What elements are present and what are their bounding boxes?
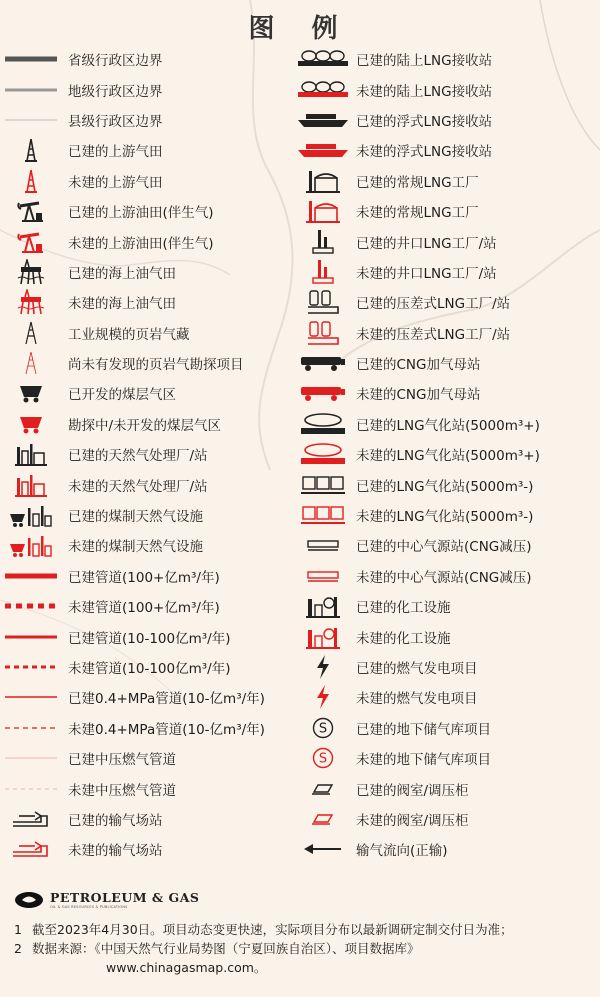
legend-item [292, 682, 592, 712]
planned-valve-chamber-icon [292, 806, 354, 832]
legend-item [292, 318, 592, 348]
legend [0, 44, 600, 864]
legend-item [292, 105, 592, 135]
svg-text:S: S [318, 751, 328, 767]
legend-label: 已建的燃气发电项目 [356, 661, 478, 677]
planned-pipeline-10-100-icon [0, 654, 62, 680]
legend-label: 未建的地下储气库项目 [356, 752, 491, 769]
legend-item [292, 196, 592, 226]
legend-item [0, 409, 292, 439]
built-transmission-station-icon [0, 806, 62, 832]
built-medium-pressure-pipeline-icon [0, 745, 62, 771]
legend-item [292, 834, 592, 864]
legend-label: 已建的海上油气田 [68, 265, 176, 282]
legend-label: 未建的海上油气田 [68, 296, 176, 313]
legend-label: 已建的陆上LNG接收站 [356, 53, 493, 70]
legend-item [0, 834, 292, 864]
legend-item [0, 196, 292, 226]
legend-label: 已建的输气场站 [68, 812, 163, 829]
legend-label: 已开发的煤层气区 [68, 387, 176, 404]
flow-direction-arrow-icon [292, 836, 354, 862]
legend-item [0, 226, 292, 256]
legend-item [0, 682, 292, 712]
planned-offshore-field-icon [0, 289, 62, 315]
legend-item [292, 348, 592, 378]
legend-label: 未建的陆上LNG接收站 [356, 83, 493, 100]
legend-label: 未建的井口LNG工厂/站 [356, 265, 497, 282]
legend-item [292, 804, 592, 834]
legend-item [292, 591, 592, 621]
legend-label: 已建的天然气处理厂/站 [68, 448, 208, 465]
footnote-2: 2 数据来源：《中国天然气行业局势图（宁夏回族自治区）、项目数据库》 [14, 941, 420, 956]
planned-pipeline-04mpa-icon [0, 715, 62, 741]
province-border-line-icon [0, 46, 62, 72]
legend-item [0, 804, 292, 834]
legend-label: 已建的上游气田 [68, 144, 163, 161]
planned-gas-processing-plant-icon [0, 472, 62, 498]
legend-label: 已建的地下储气库项目 [356, 721, 491, 738]
legend-item [0, 135, 292, 165]
legend-item [292, 378, 592, 408]
legend-item [292, 530, 592, 560]
built-lng-plant-icon [292, 168, 354, 194]
county-border-line-icon [0, 107, 62, 133]
legend-label: 未建管道(100+亿m³/年) [68, 600, 220, 617]
planned-lng-large-gasification-icon [292, 441, 354, 467]
planned-onshore-lng-terminal-icon [292, 77, 354, 103]
legend-label: 已建的井口LNG工厂/站 [356, 235, 497, 252]
legend-label: 已建的中心气源站(CNG减压) [356, 539, 532, 556]
legend-item [292, 621, 592, 651]
legend-item [0, 287, 292, 317]
publisher-logo [14, 890, 199, 909]
planned-transmission-station-icon [0, 836, 62, 862]
legend-label: 已建的浮式LNG接收站 [356, 113, 493, 130]
drop-logo-icon [14, 891, 44, 909]
legend-label: 未建管道(10-100亿m³/年) [68, 661, 231, 677]
legend-item [0, 621, 292, 651]
legend-item [0, 257, 292, 287]
built-pressure-diff-lng-icon [292, 289, 354, 315]
legend-item [0, 318, 292, 348]
planned-cng-mother-station-icon [292, 380, 354, 406]
legend-item [292, 561, 592, 591]
legend-item [0, 773, 292, 803]
logo-subtitle: OIL & GAS RESOURCES & PUBLICATIONS [50, 905, 128, 909]
legend-label: 未建的压差式LNG工厂/站 [356, 326, 511, 343]
planned-coalbed-methane-icon [0, 411, 62, 437]
legend-item [0, 166, 292, 196]
legend-label: 未建的CNG加气母站 [356, 387, 481, 404]
legend-item [292, 74, 592, 104]
legend-label: 未建的阀室/调压柜 [356, 812, 469, 829]
legend-label: 勘探中/未开发的煤层气区 [68, 417, 222, 434]
planned-lng-plant-icon [292, 198, 354, 224]
built-gas-processing-plant-icon [0, 441, 62, 467]
legend-item [0, 105, 292, 135]
built-coal-to-gas-icon [0, 502, 62, 528]
legend-label: 未建的上游油田(伴生气) [68, 235, 214, 252]
built-lng-large-gasification-icon [292, 411, 354, 437]
legend-item [292, 409, 592, 439]
legend-label: 未建的化工设施 [356, 630, 451, 647]
built-pipeline-04mpa-icon [0, 684, 62, 710]
planned-lng-small-gasification-icon [292, 502, 354, 528]
planned-pipeline-100-icon [0, 593, 62, 619]
legend-label: 未建的天然气处理厂/站 [68, 478, 208, 495]
built-city-gate-icon [292, 532, 354, 558]
planned-city-gate-icon [292, 563, 354, 589]
legend-item [292, 166, 592, 196]
legend-item [292, 226, 592, 256]
legend-item [0, 74, 292, 104]
legend-item [292, 500, 592, 530]
legend-item [292, 713, 592, 743]
legend-item [292, 439, 592, 469]
planned-pressure-diff-lng-icon [292, 320, 354, 346]
legend-item [0, 713, 292, 743]
svg-text:S: S [318, 721, 328, 737]
legend-label: 地级行政区边界 [68, 83, 163, 100]
legend-label: 已建中压燃气管道 [68, 752, 176, 769]
legend-label: 尚未有发现的页岩气勘探项目 [68, 357, 244, 374]
built-floating-lng-terminal-icon [292, 107, 354, 133]
legend-label: 未建的输气场站 [68, 843, 163, 860]
legend-label: 已建的CNG加气母站 [356, 357, 481, 374]
planned-gas-field-icon [0, 168, 62, 194]
legend-label: 已建的LNG气化站(5000m³-) [356, 478, 534, 495]
legend-label: 输气流向(正输) [356, 843, 448, 860]
legend-item [0, 348, 292, 378]
planned-underground-storage-icon [292, 745, 354, 771]
footnotes [14, 920, 513, 977]
legend-item [0, 652, 292, 682]
legend-label: 已建的压差式LNG工厂/站 [356, 296, 511, 313]
built-pipeline-100-icon [0, 563, 62, 589]
legend-item [292, 135, 592, 165]
legend-label: 已建0.4+MPa管道(10-亿m³/年) [68, 691, 265, 708]
legend-label: 已建的LNG气化站(5000m³+) [356, 417, 540, 434]
built-gas-field-icon [0, 137, 62, 163]
legend-item [292, 287, 592, 317]
legend-item [0, 44, 292, 74]
legend-label: 未建的燃气发电项目 [356, 691, 478, 708]
legend-label: 已建的阀室/调压柜 [356, 782, 469, 799]
legend-label: 已建的化工设施 [356, 600, 451, 617]
built-chemical-plant-icon [292, 593, 354, 619]
legend-label: 已建管道(10-100亿m³/年) [68, 630, 231, 647]
legend-item [292, 743, 592, 773]
legend-item [0, 439, 292, 469]
shale-gas-reserve-icon [0, 320, 62, 346]
built-onshore-lng-terminal-icon [292, 46, 354, 72]
region-border-line-icon [0, 77, 62, 103]
footnote-1: 1 截至2023年4月30日。项目动态变更快速，实际项目分布以最新调研定制交付日为准； [14, 922, 513, 937]
legend-item [0, 561, 292, 591]
legend-label: 已建的上游油田(伴生气) [68, 205, 214, 222]
footnote-website: www.chinagasmap.com。 [106, 960, 267, 975]
legend-label: 县级行政区边界 [68, 113, 163, 130]
legend-item [0, 591, 292, 621]
planned-wellhead-lng-icon [292, 259, 354, 285]
legend-item [292, 652, 592, 682]
planned-chemical-plant-icon [292, 624, 354, 650]
legend-item [0, 500, 292, 530]
built-coalbed-methane-icon [0, 380, 62, 406]
built-gas-power-icon [292, 654, 354, 680]
built-valve-chamber-icon [292, 776, 354, 802]
legend-label: 未建的煤制天然气设施 [68, 539, 203, 556]
legend-label: 未建中压燃气管道 [68, 782, 176, 799]
legend-label: 工业规模的页岩气藏 [68, 326, 190, 343]
legend-title: 图 例 [248, 14, 352, 44]
built-wellhead-lng-icon [292, 229, 354, 255]
legend-label: 已建的煤制天然气设施 [68, 509, 203, 526]
built-lng-small-gasification-icon [292, 472, 354, 498]
built-underground-storage-icon [292, 715, 354, 741]
legend-label: 已建的常规LNG工厂 [356, 174, 479, 191]
built-oil-field-icon [0, 198, 62, 224]
planned-gas-power-icon [292, 684, 354, 710]
legend-label: 未建的中心气源站(CNG减压) [356, 569, 532, 586]
legend-item [292, 773, 592, 803]
planned-floating-lng-terminal-icon [292, 137, 354, 163]
legend-label: 未建0.4+MPa管道(10-亿m³/年) [68, 721, 265, 738]
legend-item [0, 530, 292, 560]
legend-left-column [0, 44, 292, 865]
legend-label: 未建的LNG气化站(5000m³+) [356, 448, 540, 465]
legend-label: 已建管道(100+亿m³/年) [68, 569, 220, 586]
legend-label: 未建的浮式LNG接收站 [356, 144, 493, 161]
planned-coal-to-gas-icon [0, 532, 62, 558]
legend-item [0, 469, 292, 499]
legend-label: 未建的LNG气化站(5000m³-) [356, 509, 534, 526]
legend-item [0, 378, 292, 408]
legend-item [292, 257, 592, 287]
built-pipeline-10-100-icon [0, 624, 62, 650]
legend-item [292, 44, 592, 74]
legend-label: 省级行政区边界 [68, 53, 163, 70]
planned-oil-field-icon [0, 229, 62, 255]
legend-label: 未建的常规LNG工厂 [356, 205, 479, 222]
built-offshore-field-icon [0, 259, 62, 285]
legend-item [0, 743, 292, 773]
legend-label: 未建的上游气田 [68, 174, 163, 191]
built-cng-mother-station-icon [292, 350, 354, 376]
planned-medium-pressure-pipeline-icon [0, 776, 62, 802]
logo-name: PETROLEUM & GAS [50, 890, 200, 905]
legend-item [292, 469, 592, 499]
legend-right-column [292, 44, 592, 865]
shale-gas-exploration-icon [0, 350, 62, 376]
